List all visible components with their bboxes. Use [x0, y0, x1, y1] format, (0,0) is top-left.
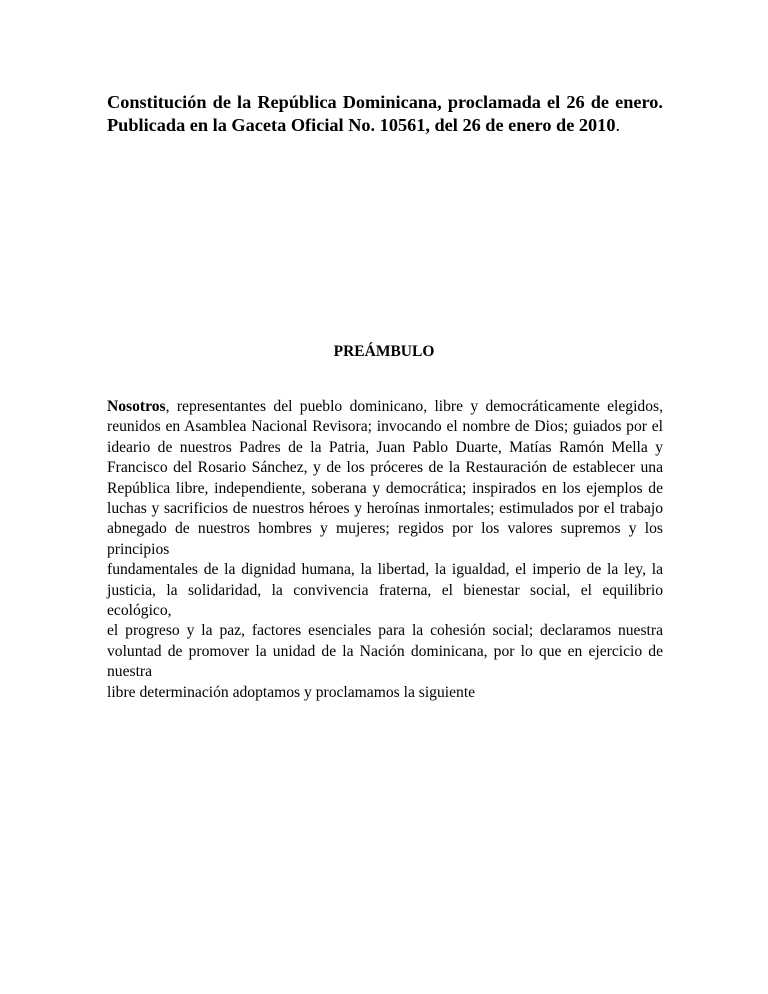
paragraph-line	[107, 397, 663, 417]
title-period: .	[615, 115, 621, 135]
title-line-2	[107, 114, 663, 137]
paragraph-line: abnegado de nuestros hombres y mujeres; regidos por los valores supremos y los principios	[107, 520, 663, 558]
paragraph-line: libre determinación adoptamos y proclamamos la siguiente	[107, 683, 476, 701]
title-line-2-text: Publicada en la Gaceta Oficial No. 10561, del 26 de enero de 2010	[107, 115, 616, 135]
paragraph-line: reunidos en Asamblea Nacional Revisora; invocando el nombre de Dios; guiados por el	[107, 418, 663, 436]
paragraph-line: voluntad de promover la unidad de la Nación dominicana, por lo que en ejercicio de nuestra	[107, 642, 663, 681]
paragraph-line: luchas y sacrificios de nuestros héroes y heroínas inmortales; estimulados por el trabajo	[107, 500, 663, 518]
paragraph-line: Francisco del Rosario Sánchez, y de los próceres de la Restauración de establecer una	[107, 459, 663, 477]
document-title	[107, 91, 663, 137]
paragraph-line: el progreso y la paz, factores esenciales para la cohesión social; declaramos nuestra	[107, 622, 663, 640]
lead-word: Nosotros	[107, 398, 166, 415]
section-heading: PREÁMBULO	[333, 343, 435, 360]
paragraph-line: fundamentales de la dignidad humana, la libertad, la igualdad, el imperio de la ley, la	[107, 561, 663, 579]
line-text: , representantes del pueblo dominicano, libre y democráticamente elegidos,	[165, 398, 663, 415]
paragraph-line: ideario de nuestros Padres de la Patria, Juan Pablo Duarte, Matías Ramón Mella y	[107, 438, 663, 456]
preamble-paragraph	[107, 397, 663, 703]
title-line-1: Constitución de la República Dominicana, proclamada el 26 de enero.	[107, 92, 663, 112]
paragraph-line: República libre, independiente, soberana y democrática; inspirados en los ejemplos de	[107, 479, 663, 497]
paragraph-line: justicia, la solidaridad, la convivencia fraterna, el bienestar social, el equilibrio ecológico,	[107, 581, 663, 620]
